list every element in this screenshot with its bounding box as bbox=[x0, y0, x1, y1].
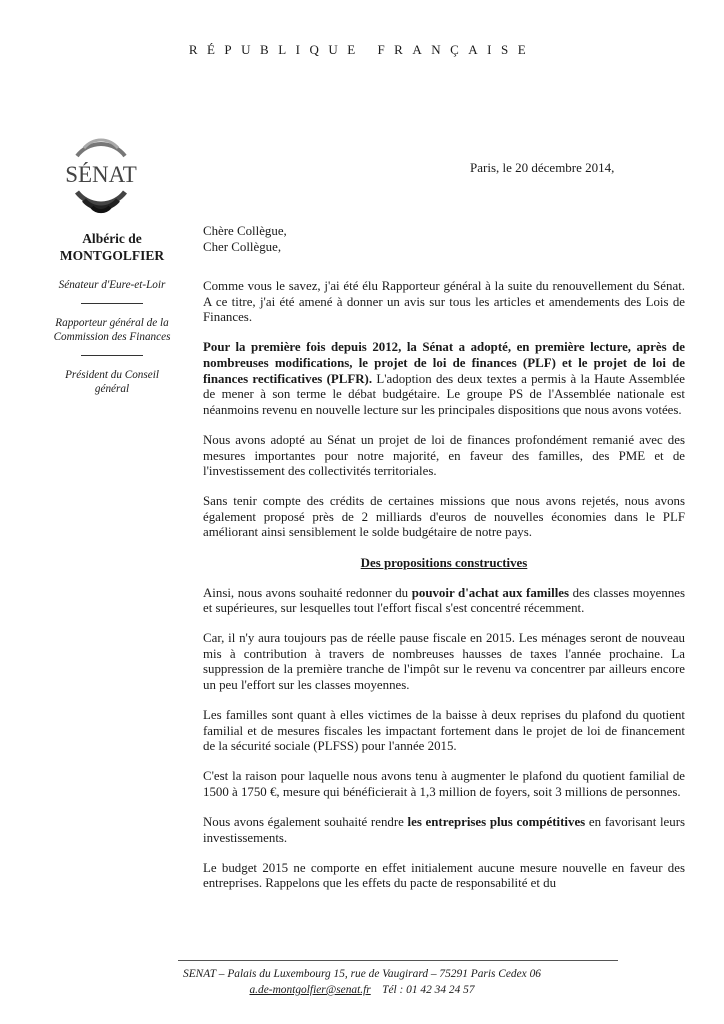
footer-divider bbox=[178, 960, 618, 961]
footer-phone: Tél : 01 42 34 24 57 bbox=[382, 984, 475, 996]
paragraph: Car, il n'y aura toujours pas de réelle pause fiscale en 2015. Les ménages seront de nouveau mis à contribution à travers de nombreuses hausses de taxes l'année prochaine. La suppression de la première tranche de l'impôt sur le revenu va concentrer par ailleurs encore un peu l'effort sur les classes moyennes. bbox=[203, 631, 685, 693]
salutation-line2: Cher Collègue, bbox=[203, 239, 282, 254]
salutation-line1: Chère Collègue, bbox=[203, 224, 287, 238]
author-role-senator: Sénateur d'Eure-et-Loir bbox=[58, 279, 166, 291]
footer-contact bbox=[0, 982, 724, 998]
salutation bbox=[203, 224, 685, 255]
letterhead-title bbox=[0, 42, 724, 58]
letterhead-text: RÉPUBLIQUE FRANÇAISE bbox=[188, 42, 536, 57]
paragraph: Nous avons adopté au Sénat un projet de loi de finances profondément remanié avec des mesures importantes pour notre majorité, en faveur des familles, des PME et de l'investissement des collectivités territoriales. bbox=[203, 432, 685, 479]
paragraph: Les familles sont quant à elles victimes de la baisse à deux reprises du plafond du quotient familial et de mesures fiscales les impactant fortement dans le projet de loi de financement de la sécurité sociale (PLFSS) pour l'année 2015. bbox=[203, 708, 685, 754]
senat-logo bbox=[55, 130, 147, 216]
logo-text: SÉNAT bbox=[65, 162, 137, 187]
paragraph bbox=[203, 815, 685, 846]
paragraph bbox=[203, 586, 685, 617]
letter-date: Paris, le 20 décembre 2014, bbox=[470, 160, 615, 175]
letter-body bbox=[203, 224, 685, 907]
paragraph bbox=[203, 340, 685, 418]
section-title: Des propositions constructives bbox=[360, 555, 528, 570]
author-sidebar bbox=[18, 230, 206, 397]
footer bbox=[0, 966, 724, 998]
paragraph-text: L'adoption des deux textes a permis à la Haute Assemblée de mener à son terme le débat budgétaire. Le groupe PS de l'Assemblée nationale est néanmoins revenu en nouvelle lecture sur les principales dispositions que nous avons votées. bbox=[203, 371, 685, 417]
footer-address: SENAT – Palais du Luxembourg 15, rue de Vaugirard – 75291 Paris Cedex 06 bbox=[183, 968, 541, 980]
paragraph: Sans tenir compte des crédits de certaines missions que nous avons rejetés, nous avons également proposé près de 2 milliards d'euros de nouvelles économies dans le PLF améliorant ainsi sensiblement le solde budgétaire de notre pays. bbox=[203, 494, 685, 540]
sidebar-divider bbox=[81, 303, 143, 304]
sidebar-divider bbox=[81, 355, 143, 356]
paragraph-text: Nous avons également souhaité rendre bbox=[203, 815, 408, 830]
author-role-president: Président du Conseil général bbox=[65, 368, 159, 395]
paragraph: Le budget 2015 ne comporte en effet initialement aucune mesure nouvelle en faveur des entreprises. Rappelons que les effets du pacte de responsabilité et du bbox=[203, 860, 685, 891]
bold-text: Pour la première fois depuis 2012, la Sénat a adopté, en première lecture, après de nombreuses modifications, le projet de loi de finances (PLF) et le projet de loi de finances rectificatives (PLFR). bbox=[203, 340, 685, 386]
author-name-line2: MONTGOLFIER bbox=[59, 248, 165, 263]
author-name-line1: Albéric de bbox=[82, 231, 142, 246]
footer-email-link[interactable]: a.de-montgolfier@senat.fr bbox=[249, 984, 371, 996]
paragraph-text: en favorisant leurs investissements. bbox=[203, 815, 686, 845]
paragraph: Comme vous le savez, j'ai été élu Rapporteur général à la suite du renouvellement du Sénat. A ce titre, j'ai été amené à donner un avis sur tous les articles et amendements des Lois de Finances. bbox=[203, 279, 685, 325]
bold-text: pouvoir d'achat aux familles bbox=[411, 585, 570, 600]
author-role-rapporteur: Rapporteur général de la Commission des Finances bbox=[53, 316, 171, 343]
paragraph-text: Ainsi, nous avons souhaité redonner du bbox=[203, 585, 412, 600]
bold-text: les entreprises plus compétitives bbox=[407, 815, 586, 830]
paragraph: C'est la raison pour laquelle nous avons tenu à augmenter le plafond du quotient familial de 1500 à 1750 €, mesure qui bénéficierait à 1,3 million de foyers, soit 3 millions de personnes. bbox=[203, 769, 685, 800]
paragraph-text: des classes moyennes et supérieures, sur lesquelles tout l'effort fiscal s'est concentré récemment. bbox=[203, 585, 686, 616]
